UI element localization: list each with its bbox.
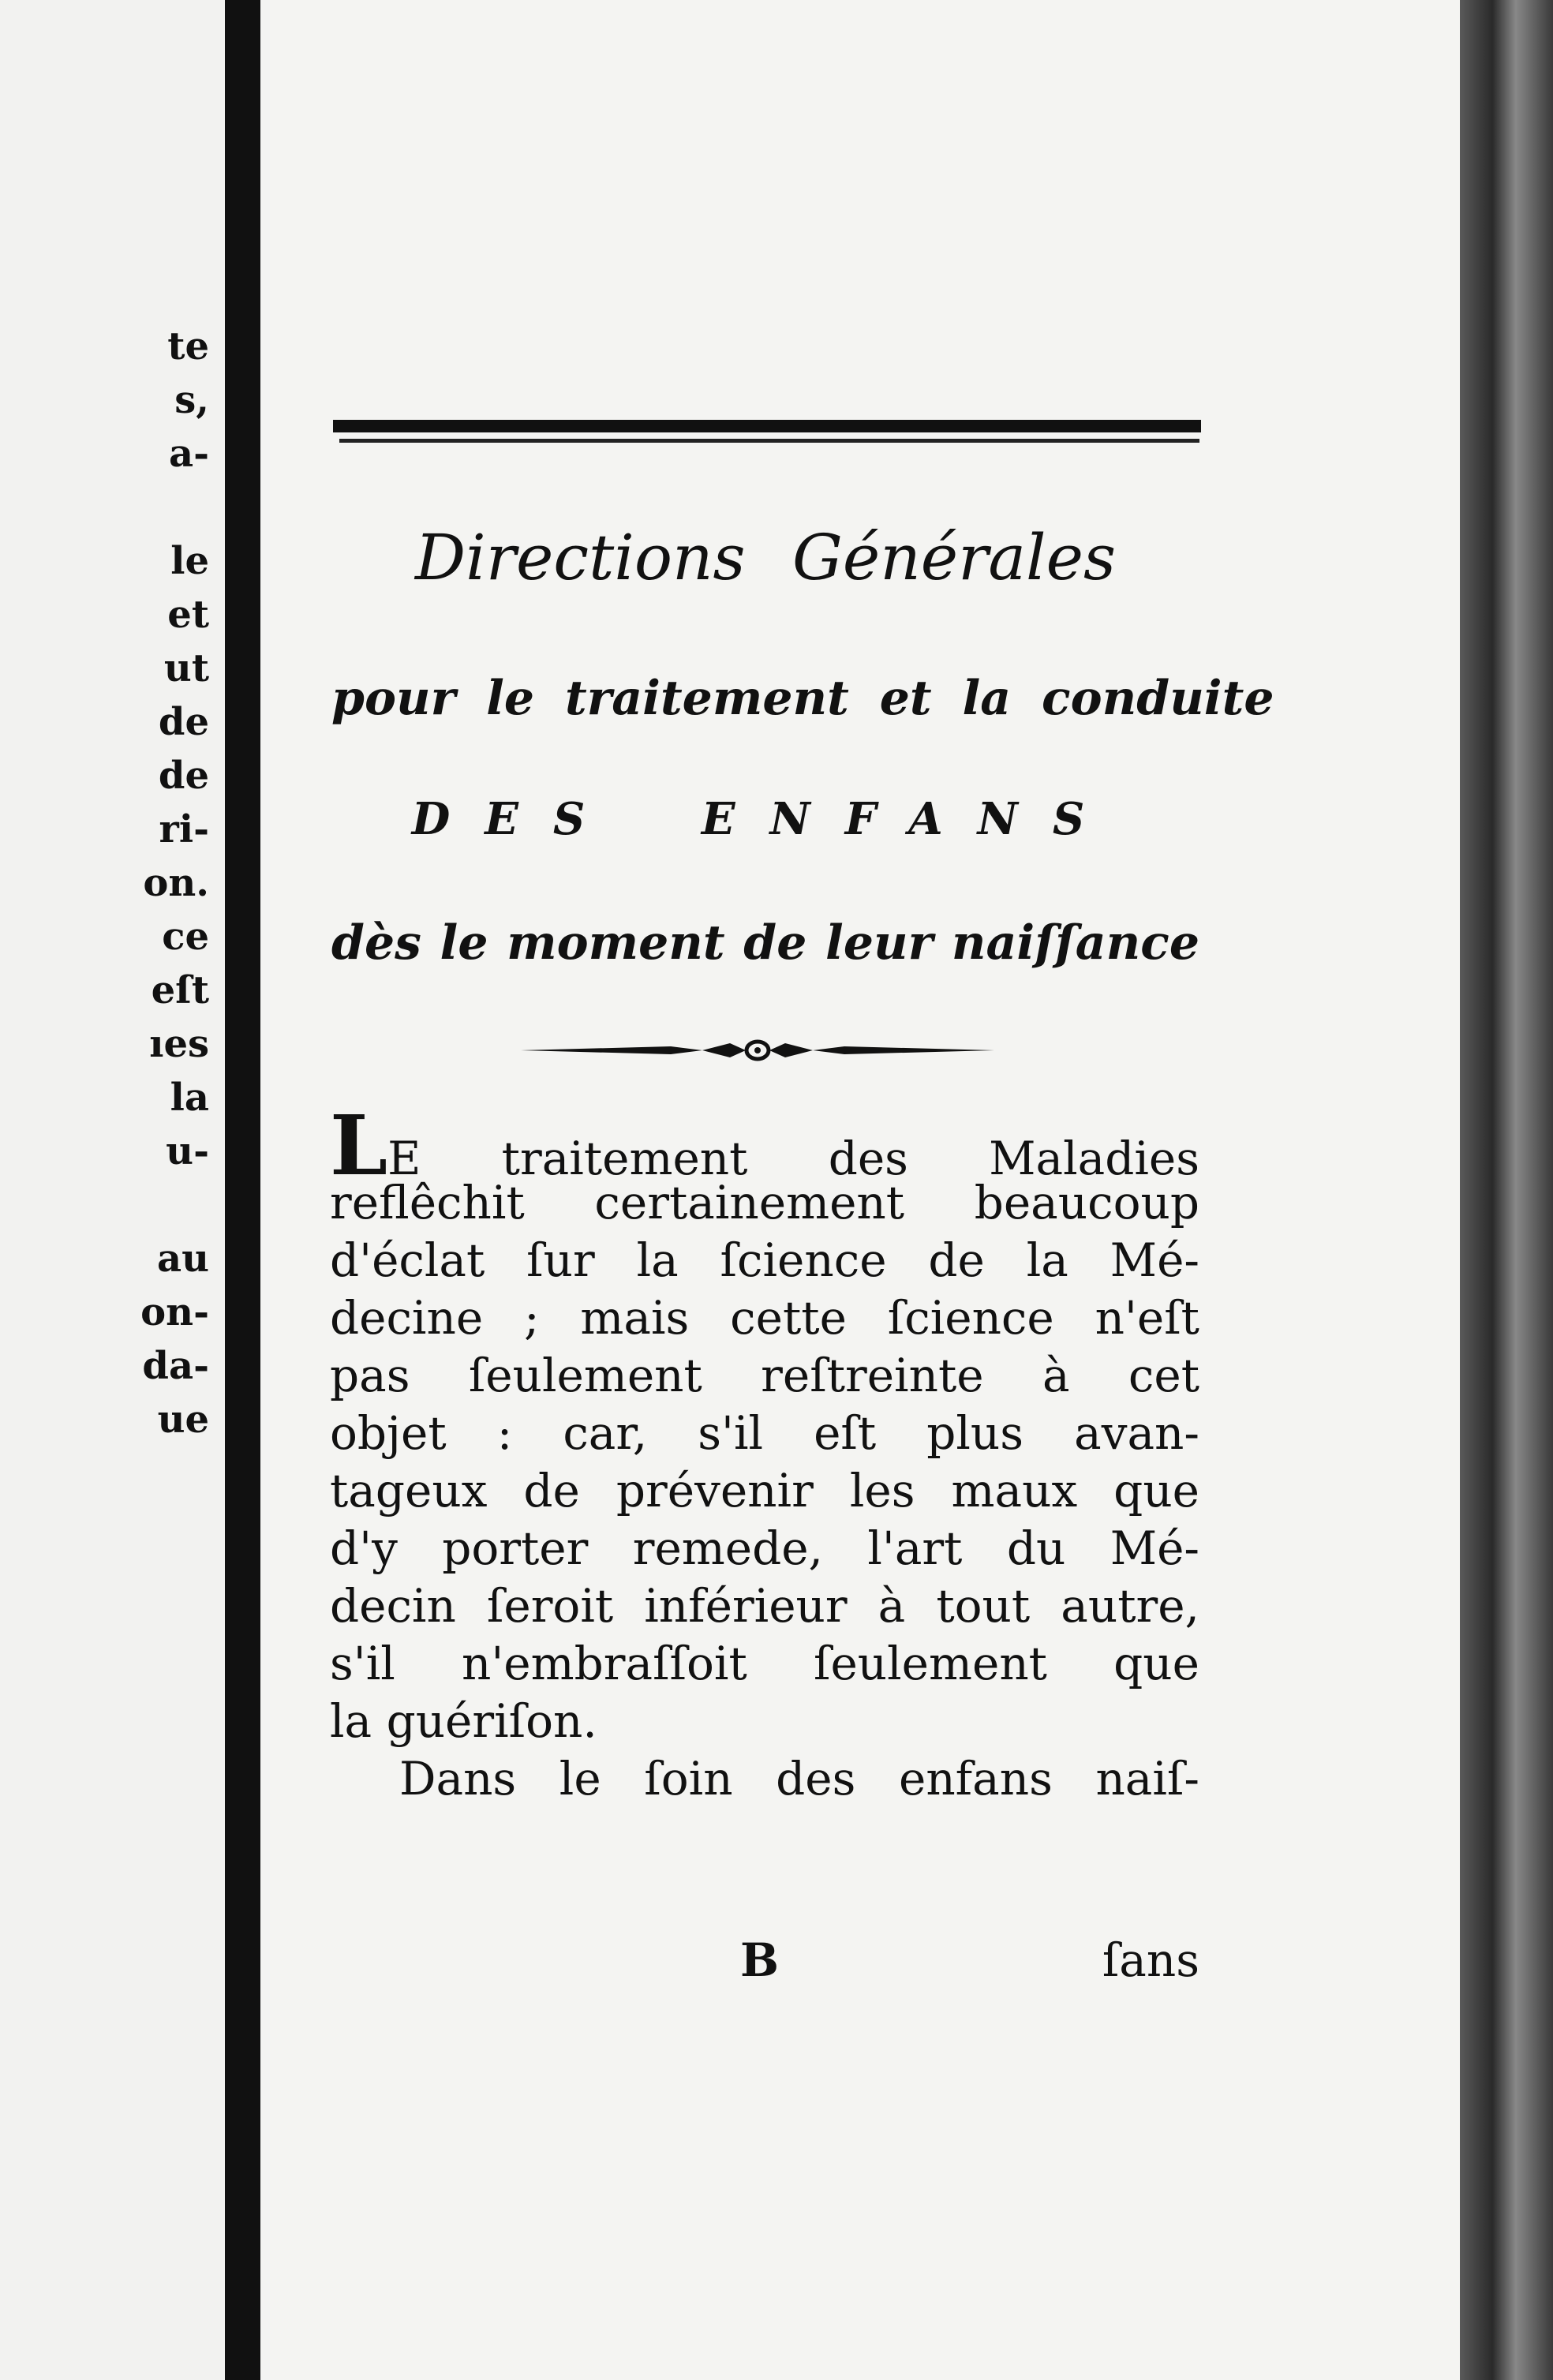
body-line: d'y porter remede, l'art du Mé- [330,1521,1199,1575]
left-fragment-line: au [157,1237,209,1281]
left-fragment-line: on. [143,861,209,905]
top-rule-thick [333,420,1201,432]
drop-cap: L [330,1097,388,1194]
left-fragment-line: ıes [149,1022,209,1066]
body-line-first [330,1097,1199,1194]
left-page-text [0,320,225,1446]
page-footer [330,1933,1199,1996]
chapter-subtitle-caps: DES ENFANS [411,793,1120,845]
body-line: objet : car, s'il eſt plus avan- [330,1406,1199,1460]
ornament-divider-icon [521,1038,994,1062]
body-line: la guériſon. [330,1694,597,1748]
left-fragment-line [0,481,225,534]
body-line: s'il n'embraſſoit ſeulement que [330,1637,1199,1690]
book-gutter [225,0,260,2380]
body-line: Dans le ſoin des enfans naiſ- [399,1752,1199,1806]
left-fragment-line: u- [166,1129,209,1173]
left-fragment-line: te [167,324,209,369]
left-fragment-line [0,1178,225,1232]
left-fragment-line: ri- [159,807,209,851]
left-fragment-line: eſt [151,968,209,1012]
body-line: d'éclat ſur la ſcience de la Mé- [330,1233,1199,1287]
left-fragment-line: s, [174,378,209,422]
left-fragment-line: ue [157,1398,209,1442]
body-line: pas ſeulement reſtreinte à cet [330,1349,1199,1402]
left-fragment-line: de [158,754,209,798]
body-line: tageux de prévenir les maux que [330,1464,1199,1517]
left-fragment-line: ce [162,915,209,959]
chapter-subtitle-line: pour le traitement et la conduite [331,671,1274,726]
left-fragment-line: de [158,700,209,744]
left-fragment-line: ut [163,646,209,690]
left-fragment-line: da- [142,1344,209,1388]
chapter-title: Directions Générales [414,521,1117,594]
left-fragment-line: la [170,1076,209,1120]
left-fragment-line: et [167,593,209,637]
top-rule-thin [339,439,1199,443]
left-fragment-line: a- [168,432,209,476]
page-edge [1460,0,1553,2380]
signature-mark: B [740,1933,780,1987]
catchword: ſans [1102,1933,1199,1987]
left-page-fragment [0,0,225,2380]
left-fragment-line: le [170,539,209,583]
left-fragment-line: on- [140,1290,209,1334]
body-line: decin ſeroit inférieur à tout autre, [330,1579,1199,1633]
body-line: reflêchit certainement beaucoup [330,1176,1199,1229]
body-line: decine ; mais cette ſcience n'eſt [330,1291,1199,1345]
chapter-subtitle-line: dès le moment de leur naiſſance [331,915,1199,971]
body-line-text: E traitement des Maladies [387,1132,1199,1185]
body-paragraph [330,1097,1199,1808]
